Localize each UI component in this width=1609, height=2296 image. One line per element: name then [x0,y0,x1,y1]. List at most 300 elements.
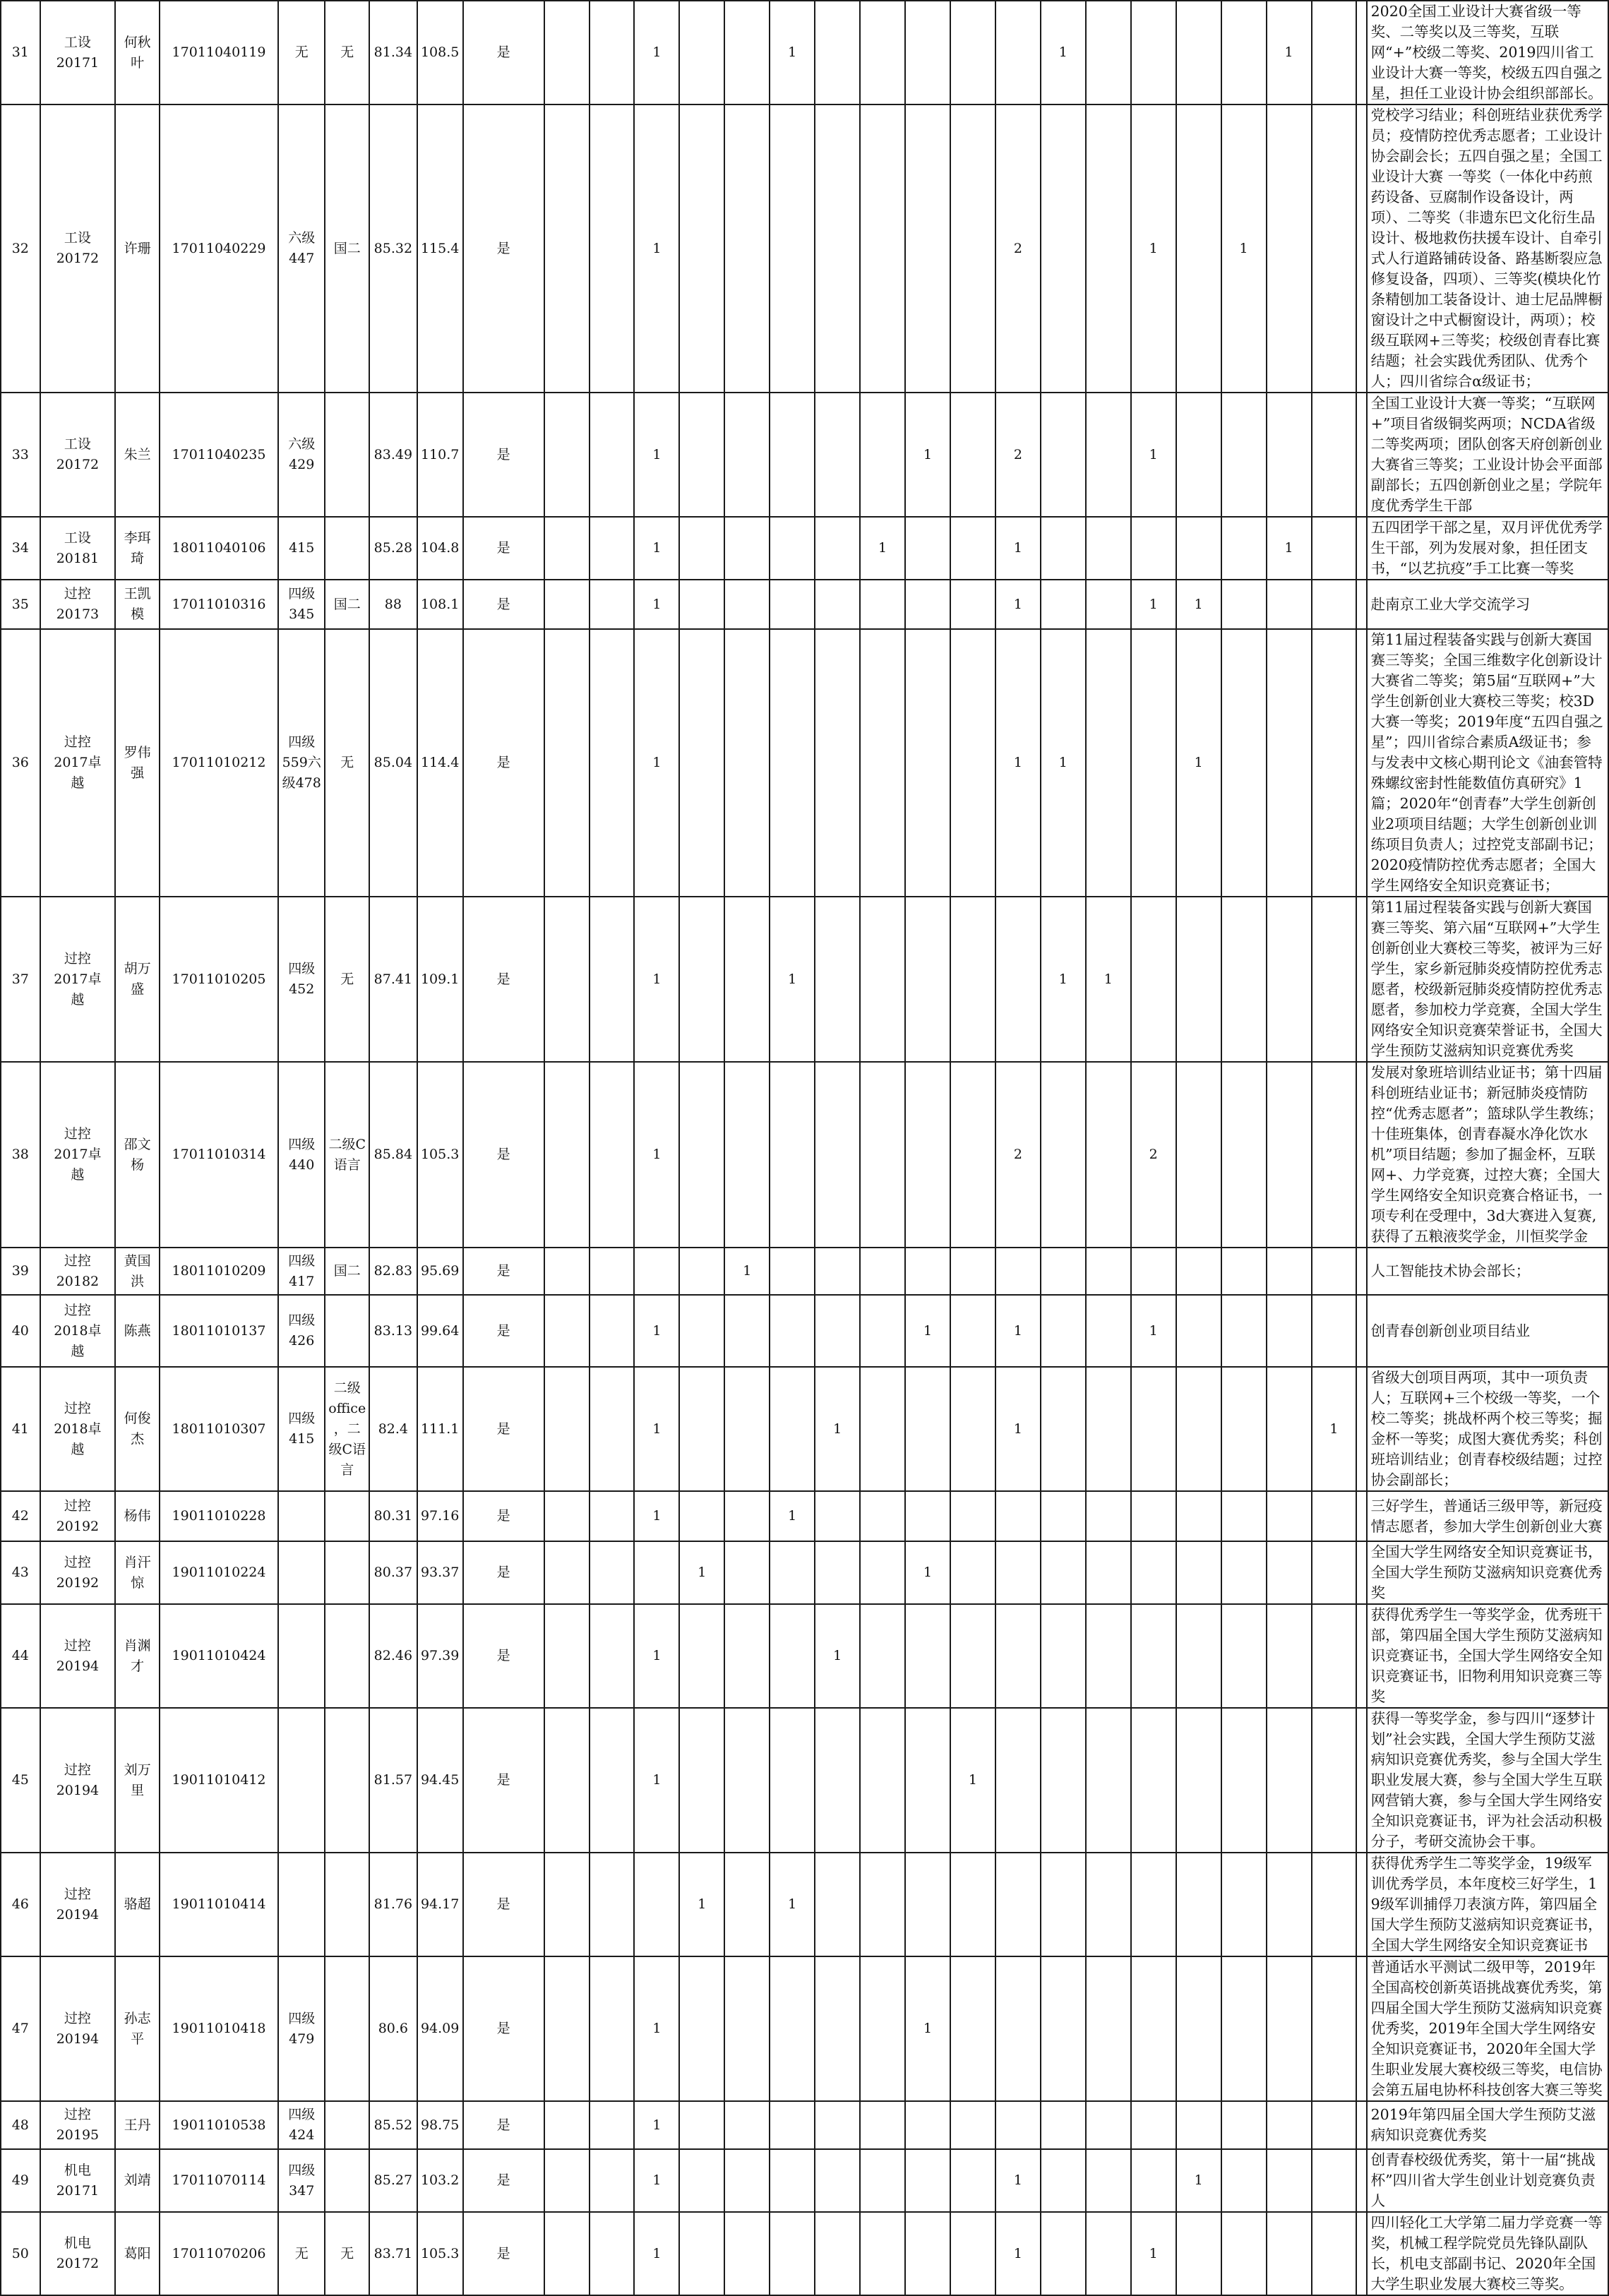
spacer-cell [1356,1708,1366,1853]
count-cell [770,517,815,580]
count-cell [995,1708,1041,1853]
count-cell [1312,393,1357,517]
qualified: 是 [463,1248,544,1295]
count-cell [1041,1367,1086,1491]
count-cell: 1 [770,1491,815,1541]
student-id: 18011040106 [160,517,278,580]
count-cell [544,1491,590,1541]
count-cell [590,104,635,393]
count-cell: 1 [1267,517,1312,580]
gpa: 88 [369,580,417,629]
count-cell [590,1367,635,1491]
total-score: 97.16 [417,1491,463,1541]
count-cell [544,104,590,393]
count-cell [590,1062,635,1248]
achievements-note: 2019年第四届全国大学生预防艾滋病知识竞赛优秀奖 [1367,2101,1608,2149]
student-name: 肖渊 才 [115,1604,160,1708]
count-cell [679,1,724,104]
count-cell [995,1,1041,104]
count-cell [724,1367,770,1491]
class-name: 过控 20194 [40,1956,116,2101]
count-cell: 1 [995,517,1041,580]
count-cell [905,1604,950,1708]
student-name: 杨伟 [115,1491,160,1541]
student-name: 何秋 叶 [115,1,160,104]
count-cell [724,2149,770,2212]
count-cell [679,393,724,517]
count-cell [860,2149,905,2212]
row-number: 33 [1,393,40,517]
class-name: 过控 20194 [40,1853,116,1956]
row-number: 39 [1,1248,40,1295]
count-cell [995,1541,1041,1604]
count-cell [815,580,860,629]
gpa: 85.32 [369,104,417,393]
count-cell [1267,897,1312,1062]
count-cell: 1 [995,2149,1041,2212]
count-cell [950,1295,995,1367]
count-cell [1267,1541,1312,1604]
count-cell [1086,2101,1131,2149]
count-cell [544,2149,590,2212]
table-row [1,1062,1608,1248]
count-cell [1086,2212,1131,2295]
class-name: 机电 20171 [40,2149,116,2212]
gpa: 82.46 [369,1604,417,1708]
count-cell [1086,1062,1131,1248]
count-cell [950,897,995,1062]
student-id: 19011010538 [160,2101,278,2149]
count-cell [1267,1248,1312,1295]
count-cell [724,1541,770,1604]
gpa: 85.28 [369,517,417,580]
count-cell [815,393,860,517]
count-cell [1041,1248,1086,1295]
achievements-note: 发展对象班培训结业证书；第十四届科创班结业证书；新冠肺炎疫情防控“优秀志愿者”；篮球队学生教练；十佳班集体，创青春凝水净化饮水机”项目结题；参加了掘金杯，互联网+、力学竞赛，过控大赛；全国大学生网络安全知识竞赛合格证书，一项专利在受理中，3d大赛进入复赛,获得了五粮液奖学金，川恒奖学金 [1367,1062,1608,1248]
qualified: 是 [463,1295,544,1367]
count-cell [590,1,635,104]
total-score: 105.3 [417,1062,463,1248]
achievements-note: 全国大学生网络安全知识竞赛证书，全国大学生预防艾滋病知识竞赛优秀奖 [1367,1541,1608,1604]
gpa: 82.4 [369,1367,417,1491]
count-cell [815,1541,860,1604]
computer-cert: 无 [325,1,369,104]
student-name: 罗伟 强 [115,629,160,897]
row-number: 35 [1,580,40,629]
qualified: 是 [463,2149,544,2212]
count-cell [1176,1956,1221,2101]
english-level [278,1491,325,1541]
student-id: 19011010228 [160,1491,278,1541]
student-name: 李珥 琦 [115,517,160,580]
english-level: 六级 429 [278,393,325,517]
count-cell [1086,1604,1131,1708]
class-name: 过控 20192 [40,1491,116,1541]
count-cell [1086,629,1131,897]
count-cell [1086,104,1131,393]
computer-cert [325,1491,369,1541]
count-cell [590,2212,635,2295]
english-level [278,1604,325,1708]
computer-cert: 二级C 语言 [325,1062,369,1248]
english-level: 四级 426 [278,1295,325,1367]
count-cell [724,897,770,1062]
count-cell [950,104,995,393]
count-cell [1221,1604,1267,1708]
count-cell [1131,1367,1176,1491]
gpa: 87.41 [369,897,417,1062]
count-cell [860,104,905,393]
count-cell [950,393,995,517]
count-cell [1267,1295,1312,1367]
total-score: 104.8 [417,517,463,580]
count-cell [905,2101,950,2149]
count-cell [679,1708,724,1853]
count-cell [1267,1708,1312,1853]
count-cell [679,2212,724,2295]
count-cell [1041,2212,1086,2295]
count-cell [1221,1295,1267,1367]
spacer-cell [1356,629,1366,897]
computer-cert [325,517,369,580]
qualified: 是 [463,104,544,393]
count-cell [815,1491,860,1541]
count-cell [905,1367,950,1491]
count-cell [1041,1491,1086,1541]
computer-cert [325,2149,369,2212]
student-name: 刘万 里 [115,1708,160,1853]
count-cell [1176,1491,1221,1541]
count-cell [724,104,770,393]
count-cell [590,897,635,1062]
count-cell [590,517,635,580]
spacer-cell [1356,1604,1366,1708]
count-cell [1312,2149,1357,2212]
achievements-note: 赴南京工业大学交流学习 [1367,580,1608,629]
count-cell [860,1708,905,1853]
computer-cert: 国二 [325,1248,369,1295]
count-cell [950,1367,995,1491]
count-cell [544,393,590,517]
achievements-note: 获得一等奖学金，参与四川“逐梦计划”社会实践，全国大学生预防艾滋病知识竞赛优秀奖，参与全国大学生职业发展大赛，参与全国大学生互联网营销大赛，参与全国大学生网络安全知识竞赛证书，评为社会活动积极分子，考研交流协会干事。 [1367,1708,1608,1853]
count-cell [815,1295,860,1367]
count-cell: 1 [995,1295,1041,1367]
count-cell [1312,1956,1357,2101]
gpa: 83.13 [369,1295,417,1367]
count-cell [1041,1853,1086,1956]
count-cell [1267,2212,1312,2295]
qualified: 是 [463,897,544,1062]
total-score: 115.4 [417,104,463,393]
row-number: 44 [1,1604,40,1708]
row-number: 36 [1,629,40,897]
table-row [1,1541,1608,1604]
count-cell [905,2149,950,2212]
table-row [1,1,1608,104]
count-cell: 1 [634,1295,679,1367]
count-cell [679,1604,724,1708]
count-cell [1312,2101,1357,2149]
count-cell [679,1295,724,1367]
count-cell [1221,1248,1267,1295]
count-cell [590,1853,635,1956]
total-score: 95.69 [417,1248,463,1295]
count-cell [860,629,905,897]
spacer-cell [1356,1,1366,104]
student-id: 17011010205 [160,897,278,1062]
count-cell [770,2212,815,2295]
student-name: 肖汗 惊 [115,1541,160,1604]
count-cell [905,2212,950,2295]
count-cell [1131,1248,1176,1295]
student-name: 何俊 杰 [115,1367,160,1491]
english-level: 四级 452 [278,897,325,1062]
english-level: 无 [278,1,325,104]
achievements-note: 获得优秀学生一等奖学金，优秀班干部，第四届全国大学生预防艾滋病知识竞赛证书，全国大学生网络安全知识竞赛证书，旧物利用知识竞赛三等奖 [1367,1604,1608,1708]
count-cell [770,1541,815,1604]
count-cell: 1 [634,1491,679,1541]
count-cell [1176,897,1221,1062]
count-cell [1086,1295,1131,1367]
achievements-note: 人工智能技术协会部长； [1367,1248,1608,1295]
count-cell [815,629,860,897]
count-cell [1086,2149,1131,2212]
spacer-cell [1356,1248,1366,1295]
count-cell [1312,897,1357,1062]
count-cell [1041,1708,1086,1853]
student-name: 王丹 [115,2101,160,2149]
student-id: 18011010307 [160,1367,278,1491]
count-cell [1041,2149,1086,2212]
computer-cert [325,1708,369,1853]
count-cell: 1 [905,1541,950,1604]
spacer-cell [1356,393,1366,517]
qualified: 是 [463,517,544,580]
gpa: 85.84 [369,1062,417,1248]
student-id: 19011010412 [160,1708,278,1853]
count-cell [1221,2101,1267,2149]
student-id: 17011070206 [160,2212,278,2295]
qualified: 是 [463,1491,544,1541]
count-cell [1041,393,1086,517]
count-cell [950,1853,995,1956]
count-cell [1176,104,1221,393]
achievements-note: 创青春校级优秀奖，第十一届“挑战杯”四川省大学生创业计划竞赛负责人 [1367,2149,1608,2212]
count-cell [544,1604,590,1708]
count-cell: 1 [634,2101,679,2149]
gpa: 85.04 [369,629,417,897]
count-cell [634,1541,679,1604]
student-id: 17011010212 [160,629,278,897]
count-cell [724,1295,770,1367]
count-cell: 1 [634,104,679,393]
student-name: 刘靖 [115,2149,160,2212]
count-cell [860,1956,905,2101]
gpa: 80.31 [369,1491,417,1541]
count-cell [815,1,860,104]
table-row [1,1604,1608,1708]
count-cell [1041,104,1086,393]
count-cell [1267,1367,1312,1491]
count-cell: 1 [634,2212,679,2295]
student-name: 朱兰 [115,393,160,517]
achievements-note: 全国工业设计大赛一等奖；“互联网+”项目省级铜奖两项；NCDA省级二等奖两项；团队创客天府创新创业大赛省三等奖；工业设计协会平面部副部长；五四创新创业之星；学院年度优秀学生干部 [1367,393,1608,517]
computer-cert [325,1295,369,1367]
english-level [278,1541,325,1604]
count-cell [1086,1853,1131,1956]
spacer-cell [1356,580,1366,629]
count-cell [544,1,590,104]
count-cell [905,1491,950,1541]
count-cell [950,1956,995,2101]
count-cell [770,2101,815,2149]
count-cell: 1 [860,517,905,580]
class-name: 机电 20172 [40,2212,116,2295]
count-cell: 1 [815,1367,860,1491]
count-cell [995,1853,1041,1956]
count-cell [1131,517,1176,580]
table-row [1,104,1608,393]
count-cell [544,629,590,897]
count-cell: 1 [995,580,1041,629]
count-cell [1041,580,1086,629]
count-cell [1131,1708,1176,1853]
count-cell [544,2212,590,2295]
achievements-note: 创青春创新创业项目结业 [1367,1295,1608,1367]
table-row [1,2149,1608,2212]
count-cell [995,897,1041,1062]
count-cell [1312,1708,1357,1853]
student-name: 胡万 盛 [115,897,160,1062]
gpa: 80.6 [369,1956,417,2101]
count-cell [860,897,905,1062]
table-row [1,897,1608,1062]
class-name: 过控 2017卓 越 [40,1062,116,1248]
count-cell: 1 [1131,104,1176,393]
count-cell [1312,1295,1357,1367]
row-number: 38 [1,1062,40,1248]
count-cell [860,1062,905,1248]
gpa: 82.83 [369,1248,417,1295]
student-name: 葛阳 [115,2212,160,2295]
count-cell [815,1956,860,2101]
count-cell [544,517,590,580]
class-name: 过控 2017卓 越 [40,897,116,1062]
row-number: 47 [1,1956,40,2101]
count-cell [950,1541,995,1604]
student-name: 孙志 平 [115,1956,160,2101]
qualified: 是 [463,1956,544,2101]
count-cell [1176,1062,1221,1248]
computer-cert: 无 [325,629,369,897]
count-cell [1221,2149,1267,2212]
count-cell [770,1295,815,1367]
count-cell [950,629,995,897]
row-number: 49 [1,2149,40,2212]
count-cell [1131,1541,1176,1604]
english-level [278,1708,325,1853]
count-cell: 1 [770,897,815,1062]
count-cell: 1 [634,580,679,629]
count-cell [860,2101,905,2149]
student-id: 19011010224 [160,1541,278,1604]
row-number: 48 [1,2101,40,2149]
count-cell [590,2101,635,2149]
count-cell [1221,1541,1267,1604]
count-cell [724,517,770,580]
total-score: 94.45 [417,1708,463,1853]
count-cell [905,897,950,1062]
count-cell: 1 [634,1604,679,1708]
count-cell [860,2212,905,2295]
student-name: 王凯 模 [115,580,160,629]
count-cell [679,629,724,897]
count-cell: 2 [995,1062,1041,1248]
total-score: 111.1 [417,1367,463,1491]
count-cell [860,1367,905,1491]
english-level: 四级 417 [278,1248,325,1295]
count-cell [1221,897,1267,1062]
count-cell: 2 [1131,1062,1176,1248]
count-cell [905,629,950,897]
qualified: 是 [463,1367,544,1491]
count-cell [1131,1604,1176,1708]
count-cell: 1 [995,2212,1041,2295]
count-cell [724,393,770,517]
spacer-cell [1356,1367,1366,1491]
count-cell [1267,2101,1312,2149]
gpa: 85.27 [369,2149,417,2212]
count-cell [590,629,635,897]
count-cell [1131,1956,1176,2101]
count-cell [905,1062,950,1248]
count-cell: 1 [905,393,950,517]
count-cell [1041,1956,1086,2101]
achievements-note: 普通话水平测试二级甲等，2019年全国高校创新英语挑战赛优秀奖，第四届全国大学生预防艾滋病知识竞赛优秀奖，2019年全国大学生网络安全知识竞赛证书，2020年全国大学生职业发展大赛校级三等奖，电信协会第五届电协杯科技创客大赛三等奖 [1367,1956,1608,2101]
total-score: 98.75 [417,2101,463,2149]
count-cell [1131,2101,1176,2149]
student-id: 17011040229 [160,104,278,393]
achievements-note: 三好学生，普通话三级甲等，新冠疫情志愿者，参加大学生创新创业大赛 [1367,1491,1608,1541]
spacer-cell [1356,1295,1366,1367]
spacer-cell [1356,897,1366,1062]
count-cell: 1 [1221,104,1267,393]
count-cell [1221,1367,1267,1491]
qualified: 是 [463,2212,544,2295]
achievements-note: 第11届过程装备实践与创新大赛国赛三等奖；全国三维数字化创新设计大赛省二等奖；第5届“互联网+”大学生创新创业大赛校三等奖；校3D大赛一等奖；2019年度“五四自强之星”；四川省综合素质A级证书；参与发表中文核心期刊论文《油套管特殊螺纹密封性能数值仿真研究》1篇；2020年“创青春”大学生创新创业2项项目结题；大学生创新创业训练项目负责人；过控党支部副书记；2020疫情防控优秀志愿者；全国大学生网络安全知识竞赛证书； [1367,629,1608,897]
class-name: 过控 20194 [40,1708,116,1853]
student-id: 17011010316 [160,580,278,629]
count-cell [1312,1491,1357,1541]
count-cell [905,1853,950,1956]
count-cell [724,1062,770,1248]
class-name: 过控 2017卓 越 [40,629,116,897]
count-cell [1267,580,1312,629]
count-cell [770,1367,815,1491]
count-cell [1086,517,1131,580]
count-cell: 2 [995,104,1041,393]
count-cell: 1 [815,1604,860,1708]
count-cell [1041,1541,1086,1604]
count-cell [1041,1295,1086,1367]
count-cell [590,393,635,517]
count-cell [590,580,635,629]
count-cell [1267,2149,1312,2212]
count-cell: 1 [679,1541,724,1604]
count-cell [995,2101,1041,2149]
row-number: 37 [1,897,40,1062]
gpa: 80.37 [369,1541,417,1604]
